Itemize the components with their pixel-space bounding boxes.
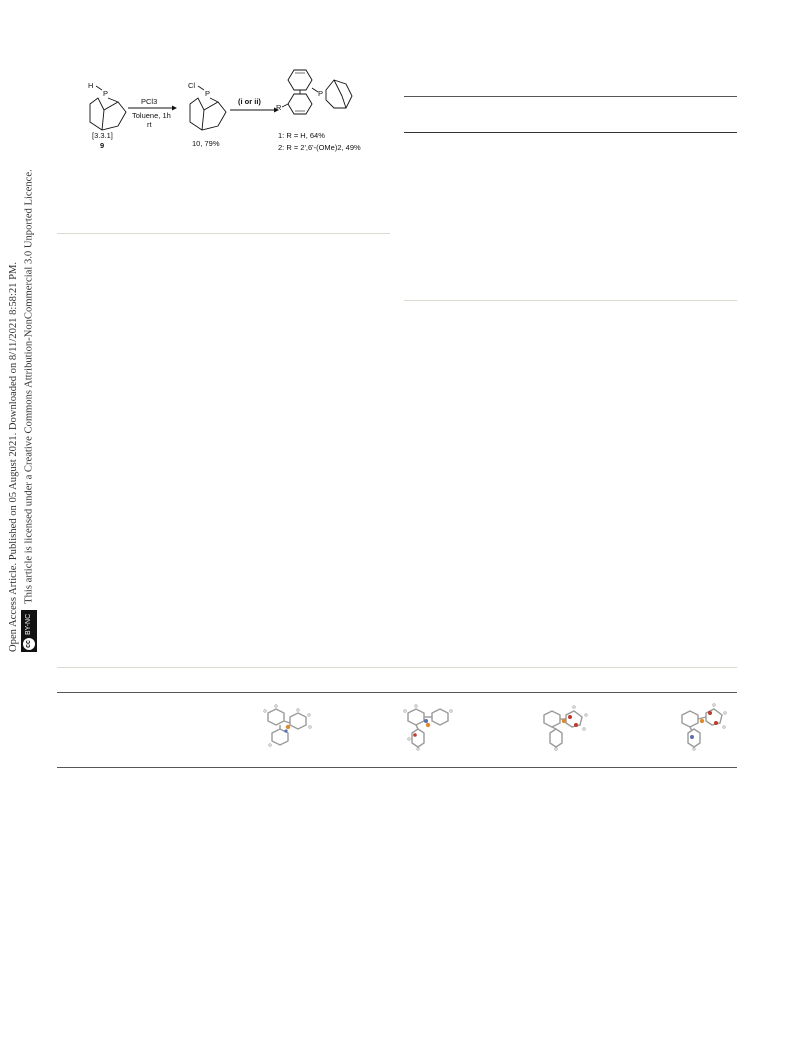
right-table-top-rule [404, 96, 737, 97]
label-p: P [103, 89, 109, 98]
right-table-bottom-rule [404, 300, 737, 301]
sidebar-line-2 [21, 169, 37, 652]
product-line-2: 2: R = 2',6'-(OMe)2, 49% [278, 143, 361, 152]
ring-label: [3.3.1] [92, 131, 113, 140]
compound-10 [188, 81, 226, 148]
product-line-1: 1: R = H, 64% [278, 131, 325, 140]
label-r: R [276, 103, 282, 112]
label-h: H [88, 81, 94, 90]
label-p-3: P [318, 89, 324, 98]
crystal-structure-2 [402, 703, 454, 751]
reagent-2: Toluene, 1h [132, 111, 171, 120]
label-cl: Cl [188, 81, 196, 90]
sidebar-line-1: Open Access Article. Published on 05 August 2021. Downloaded on 8/11/2021 8:58:21 PM. [8, 261, 19, 652]
license-badge-text: BY-NC [25, 613, 32, 635]
reagent-3: rt [147, 120, 152, 129]
compound-9-number: 9 [100, 141, 105, 150]
license-sidebar [8, 169, 37, 652]
figure-top-divider [57, 667, 737, 668]
arrow-1 [128, 97, 177, 129]
compound-9 [88, 81, 126, 150]
cc-icon: cc [23, 638, 35, 650]
product-1-2 [276, 70, 361, 152]
reagent-1: PCl3 [141, 97, 158, 106]
label-p-2: P [205, 89, 211, 98]
scheme-divider [57, 233, 390, 234]
right-table-header-rule [404, 132, 737, 133]
figure-table-top-rule [57, 692, 737, 693]
compound-10-caption: 10, 79% [192, 139, 220, 148]
arrow-2 [230, 97, 279, 113]
figure-table-bottom-rule [57, 767, 737, 768]
sidebar-line-2-text: This article is licensed under a Creative Commons Attribution-NonCommercial 3.0 Unported Licence. [23, 169, 35, 604]
crystal-structure-4 [678, 703, 730, 751]
crystal-structure-1 [262, 703, 314, 751]
reaction-scheme [80, 66, 380, 158]
license-badge[interactable] [21, 610, 37, 652]
crystal-structure-3 [540, 703, 592, 751]
step-2-conditions: (i or ii) [238, 97, 261, 106]
